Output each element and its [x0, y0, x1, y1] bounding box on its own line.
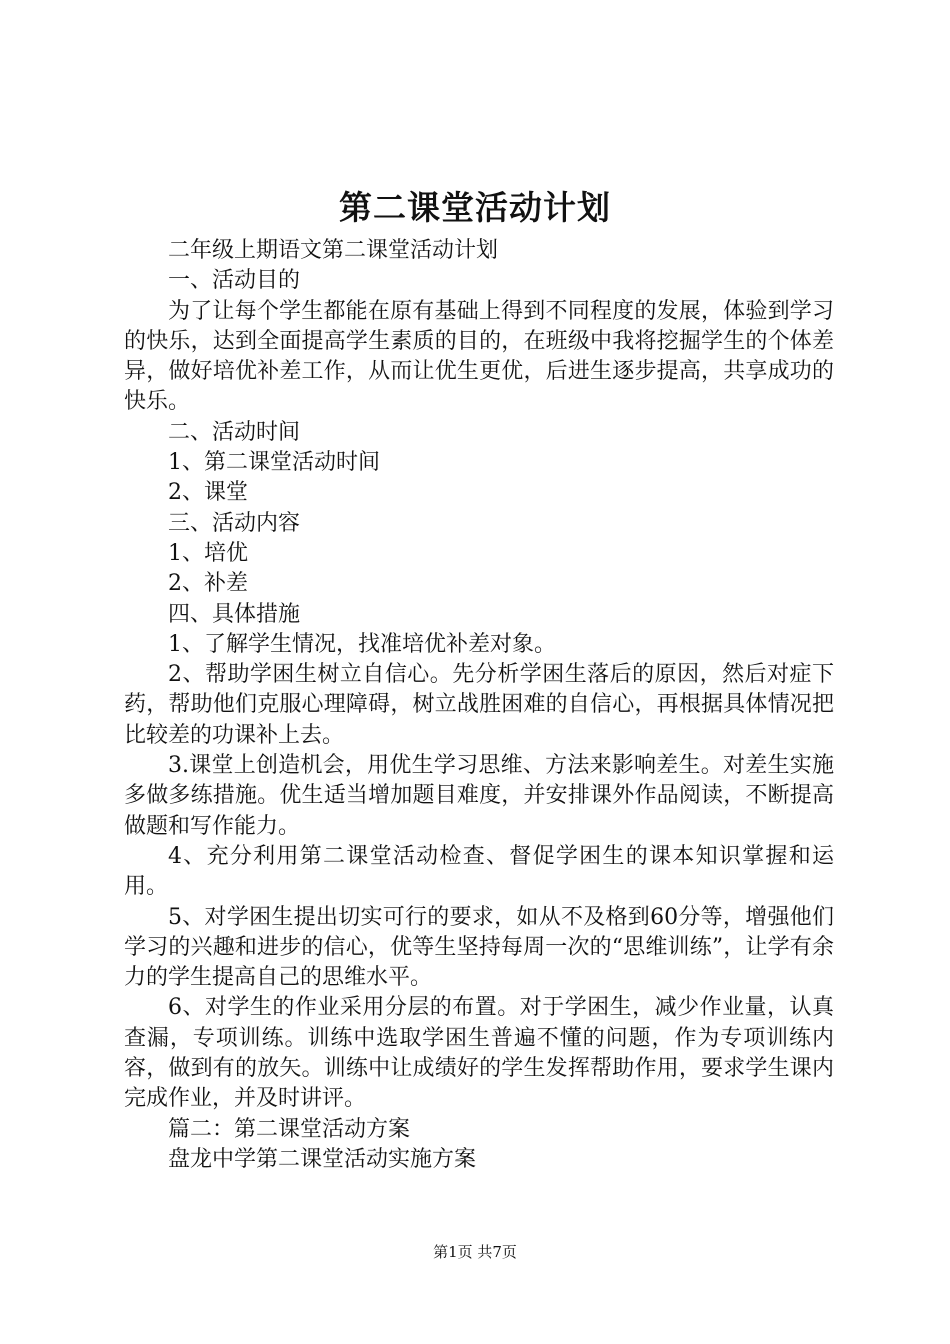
- document-title: 第二课堂活动计划: [339, 188, 611, 227]
- list-item: 4、充分利用第二课堂活动检查、督促学困生的课本知识掌握和运用。: [124, 843, 834, 900]
- section-heading: 四、具体措施: [168, 601, 301, 627]
- section-heading: 三、活动内容: [168, 510, 301, 536]
- section-heading: 篇二：第二课堂活动方案: [168, 1116, 411, 1142]
- list-item: 5、对学困生提出切实可行的要求，如从不及格到60分等，增强他们学习的兴趣和进步的信心，优等生坚持每周一次的“思维训练”，让学有余力的学生提高自己的思维水平。: [124, 904, 834, 991]
- list-item: 2、课堂: [168, 480, 248, 506]
- section-heading: 一、活动目的: [168, 268, 301, 294]
- list-item: 1、第二课堂活动时间: [168, 450, 380, 476]
- section-heading: 二、活动时间: [168, 419, 301, 445]
- list-item: 6、对学生的作业采用分层的布置。对于学困生，减少作业量，认真查漏，专项训练。训练中选取学困生普遍不懂的问题，作为专项训练内容，做到有的放矢。训练中让成绩好的学生发挥帮助作用，要求学生课内完成作业，并及时讲评。: [124, 995, 834, 1112]
- list-item: 1、了解学生情况，找准培优补差对象。: [168, 631, 556, 657]
- document-body: [124, 236, 834, 1175]
- list-item: 2、补差: [168, 571, 248, 597]
- paragraph: 为了让每个学生都能在原有基础上得到不同程度的发展，体验到学习的快乐，达到全面提高学生素质的目的，在班级中我将挖掘学生的个体差异，做好培优补差工作，从而让优生更优，后进生逐步提高，共享成功的快乐。: [124, 298, 834, 415]
- paragraph: 二年级上期语文第二课堂活动计划: [168, 238, 499, 263]
- page-footer: 第1页 共7页: [433, 1243, 517, 1261]
- list-item: 3.课堂上创造机会，用优生学习思维、方法来影响差生。对差生实施多做多练措施。优生适当增加题目难度，并安排课外作品阅读，不断提高做题和写作能力。: [124, 753, 834, 839]
- paragraph: 盘龙中学第二课堂活动实施方案: [168, 1146, 477, 1172]
- list-item: 1、培优: [168, 540, 248, 566]
- list-item: 2、帮助学困生树立自信心。先分析学困生落后的原因，然后对症下药，帮助他们克服心理障碍，树立战胜困难的自信心，再根据具体情况把比较差的功课补上去。: [124, 662, 834, 748]
